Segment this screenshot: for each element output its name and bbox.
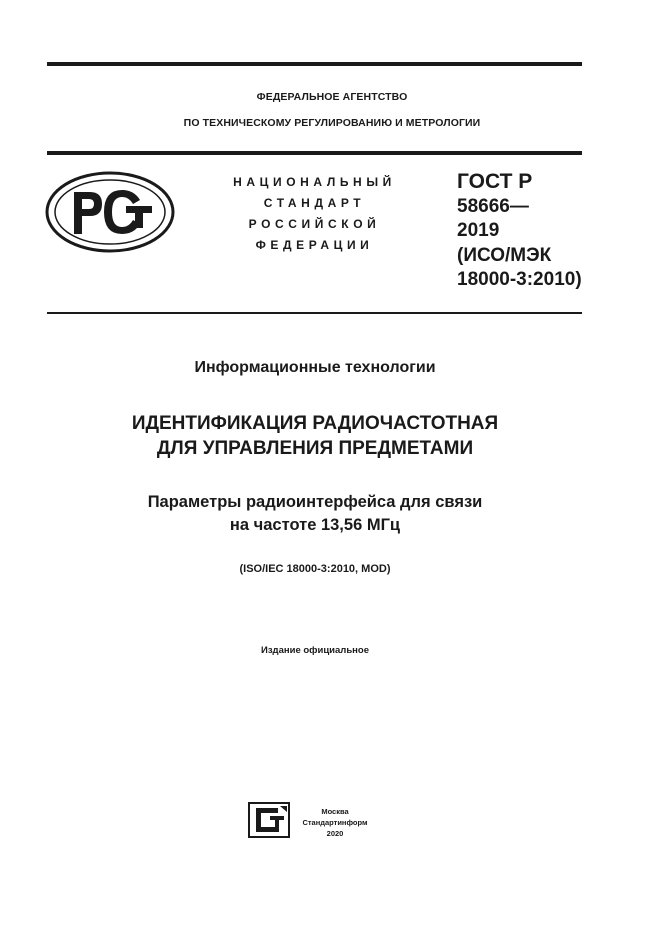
title-main-line-1: ИДЕНТИФИКАЦИЯ РАДИОЧАСТОТНАЯ — [131, 413, 499, 434]
title-main-line-2: ДЛЯ УПРАВЛЕНИЯ ПРЕДМЕТАМИ — [156, 438, 474, 459]
top-rule — [47, 62, 582, 66]
publisher-year: 2020 — [326, 829, 344, 838]
rst-emblem-icon — [44, 170, 176, 254]
standard-type-line-2: СТАНДАРТ — [263, 196, 366, 210]
title-sub — [0, 491, 630, 537]
standartinform-logo-icon — [248, 802, 290, 838]
standard-type-line-3: РОССИЙСКОЙ — [248, 217, 381, 231]
agency-line-2: ПО ТЕХНИЧЕСКОМУ РЕГУЛИРОВАНИЮ И МЕТРОЛОГИИ — [183, 117, 481, 129]
designation-line-2: 58666— — [457, 195, 529, 217]
middle-rule — [47, 151, 582, 155]
publisher-block — [295, 806, 375, 839]
title-main — [0, 411, 630, 461]
standard-type-block — [212, 172, 417, 256]
bottom-rule — [47, 312, 582, 314]
publisher-name: Стандартинформ — [302, 818, 368, 827]
standard-type-line-1: НАЦИОНАЛЬНЫЙ — [233, 175, 396, 189]
designation-block — [457, 170, 582, 293]
designation-line-4: (ИСО/МЭК — [457, 244, 552, 266]
standard-type-line-4: ФЕДЕРАЦИИ — [255, 238, 374, 252]
edition-label: Издание официальное — [261, 645, 369, 656]
designation-line-1: ГОСТ Р — [457, 170, 533, 193]
title-sub-line-2: на частоте 13,56 МГц — [229, 516, 401, 534]
designation-line-5: 18000-3:2010) — [457, 269, 582, 290]
title-group: Информационные технологии — [194, 359, 436, 376]
title-sub-line-1: Параметры радиоинтерфейса для связи — [147, 493, 483, 511]
designation-line-3: 2019 — [457, 220, 500, 241]
iso-reference: (ISO/IEC 18000-3:2010, MOD) — [239, 563, 391, 575]
publisher-city: Москва — [321, 807, 349, 816]
agency-line-1: ФЕДЕРАЛЬНОЕ АГЕНТСТВО — [256, 91, 408, 103]
